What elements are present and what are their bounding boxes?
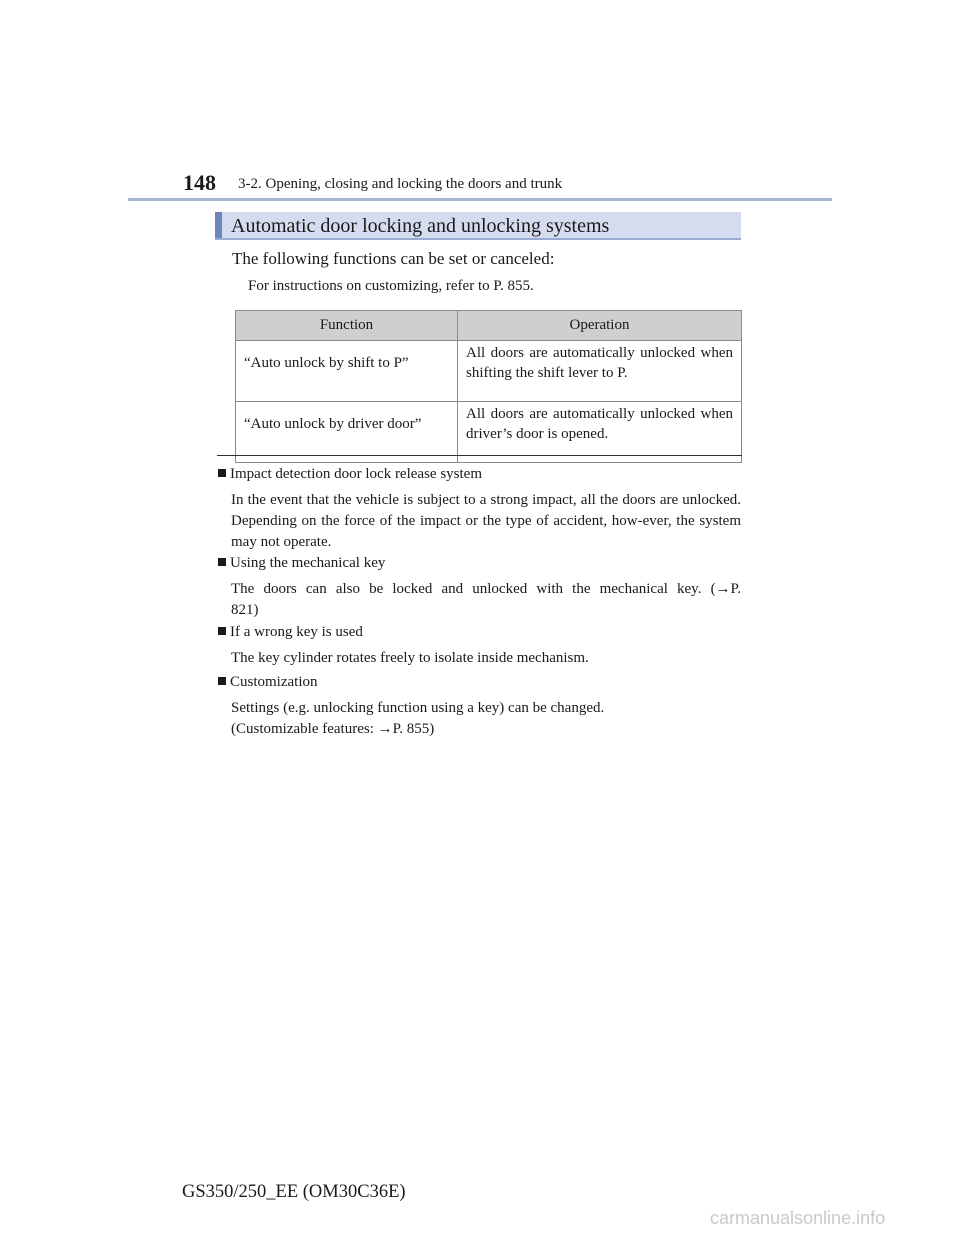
note-heading-text: If a wrong key is used [230, 624, 363, 640]
function-table [235, 310, 742, 463]
square-bullet-icon [218, 677, 226, 685]
chapter-title: 3-2. Opening, closing and locking the doors and trunk [238, 176, 563, 192]
note-body-line: Settings (e.g. unlocking function using a key) can be changed. [231, 700, 605, 716]
notes-divider [217, 455, 742, 456]
note-body: The key cylinder rotates freely to isolate inside mechanism. [231, 650, 589, 666]
note-body: In the event that the vehicle is subject to a strong impact, all the doors are unlocked. Depending on the force of the impact or the type of accident, how-ever, the system may not operate. [231, 492, 741, 550]
manual-code-footer: GS350/250_EE (OM30C36E) [182, 1182, 406, 1202]
note-heading [218, 624, 363, 641]
table-header-function: Function [236, 311, 458, 341]
section-title: Automatic door locking and unlocking systems [231, 215, 610, 237]
square-bullet-icon [218, 558, 226, 566]
header-rule [128, 198, 832, 201]
customize-instruction: For instructions on customizing, refer to P. 855. [248, 278, 534, 294]
section-accent-bar [215, 212, 222, 238]
note-body-line: (Customizable features: →P. 855) [231, 721, 435, 737]
page-number: 148 [183, 170, 216, 195]
note-heading-text: Impact detection door lock release system [230, 466, 482, 482]
note-heading-text: Customization [230, 674, 318, 690]
note-heading [218, 555, 385, 572]
table-header-row [236, 311, 742, 341]
square-bullet-icon [218, 627, 226, 635]
operation-cell: All doors are automatically unlocked when driver’s door is opened. [458, 402, 742, 463]
note-heading [218, 674, 318, 691]
note-body-line: 821) [231, 602, 259, 618]
section-intro: The following functions can be set or canceled: [232, 249, 555, 268]
square-bullet-icon [218, 469, 226, 477]
function-cell: “Auto unlock by shift to P” [236, 341, 458, 402]
note-body [231, 698, 741, 740]
table-header-operation: Operation [458, 311, 742, 341]
operation-cell: All doors are automatically unlocked when shifting the shift lever to P. [458, 341, 742, 402]
note-heading [218, 466, 482, 483]
table-row [236, 341, 742, 402]
watermark: carmanualsonline.info [710, 1208, 886, 1228]
table-row [236, 402, 742, 463]
note-body [231, 579, 741, 621]
section-heading-box [215, 212, 741, 240]
note-heading-text: Using the mechanical key [230, 555, 386, 571]
note-body-line: The doors can also be locked and unlocked with the mechanical key. (→P. [231, 581, 741, 597]
function-cell: “Auto unlock by driver door” [236, 402, 458, 463]
